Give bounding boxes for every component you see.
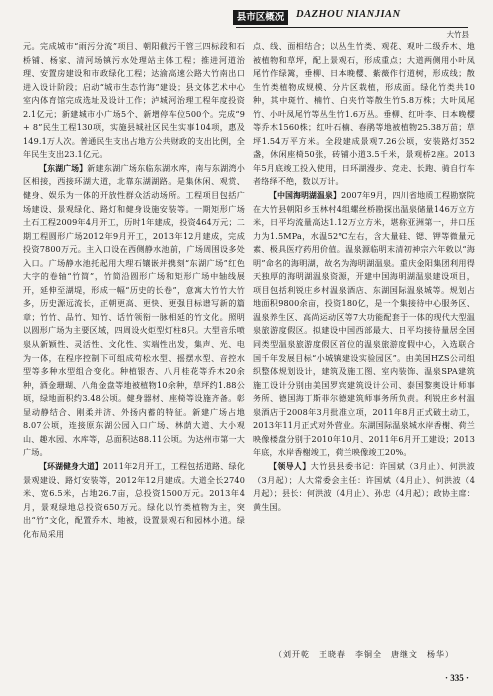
paragraph (253, 460, 475, 514)
county-label: 大竹县 (446, 30, 469, 39)
paragraph-body: 新建东湖广场东临东湖水库，南与东湖湾小区相接，西接环湖大道，北靠东湖湖路。是集休闲、观赏、健身、娱乐为一体的开放性群众活动场所。工程项目包括广场建设、景观绿化、路灯和健身设施安装等。一期矩形广场土石工程2009年4月开工，历时1年建成，投资464万元；二期工程圆形广场2012年9月开工，2013年12月建成，完成投资7800万元。主入口设在西侧静水池前，广场周围设多处入口。广场静水池托起用大理石镶嵌并携刻“东湖广场”红色大字的卷轴“竹简”，竹简沿圆形广场和矩形广场中轴线展开，延伸至湖堤，形成一幅“历史的长卷”，意寓大竹竹大竹多，历史源远流长，正朝更高、更快、更强目标谱写新的篇章；竹竹、品竹、知竹、话竹领衔一脉相延的竹文化。照明以圆形广场为主要区域，四周设火炬型灯柱8只。大型音乐喷泉从新颖性、灵活性、文化性、实端性出发，集声、光、电为一体，在程序控制下可组成苟松水型、摇摆水型、音控水型等多种水型组合变化。种植银杏、八月桂花等乔木20余种，酒金珊瑚、八角金盘等地被植物10余种，草坪约1.88公顷，绿地面积约3.48公顷。健身器材、座椅等设施齐备。彰显动静结合、刚柔并济、外扬内蓄的特征。新建广场占地8.07公顷，连接原东湖公园入口广场、林荫大道、大小观山、趣水园、水库等，总面积达88.11公顷。为达州市第一大广场。 (23, 162, 245, 458)
paragraph: 点、线、面相结合；以丛生竹类、观花、观叶二级乔木、地被植物和草坪，配上景观石，形成重点；大道两侧用小叶凤尾竹作绿篱，垂柳、日本晚樱、紫薇作行道树，形成线；散生竹类植物成规模、分片区栽植，形成面。绿化竹类共10种，其中斑竹、楠竹、白夹竹等散生竹5.8万株；大叶凤尾竹、小叶凤尾竹等丛生竹1.6万丛。垂柳、红叶李、日本晚樱等乔木1560株；红叶石楠、春鹃等地被植物25.38万苗；草坪1.54万平方米。全段建成景观7.26公顷，安装路灯352盏，休闲座椅50张，砖铺小道3.5千米，景观桥2座。2013年5月底竣工投入使用，日环湖漫步、竞走、长跑、骑自行车者络绎不绝，数以万计。 (253, 41, 475, 187)
right-column (253, 40, 475, 514)
paragraph: 元。完成城市“雨污分流”项目、朝阳截污干管三四标段和石桥铺、杨家、清河场镇污水处理站主体工程；推进河道治理、安置房建设和市政绿化工程；达渝高速公路大竹南出口进入设计阶段；启动“城市生态竹海”建设；县文体艺术中心室内体育馆完成选址及设计工作；泸城河治理工程年度投资2.1亿元；新建城市小广场5个、新增停车位500个。完成“9 + 8”民生工程130项，实施县城社区民生实事104项，惠及149.1万人次。普通民生支出占地方公共财政的支出比例，全年民生支出23.1亿元。 (23, 41, 245, 160)
paragraph-body: 2007年9月，四川省地质工程勘察院在大竹县朝阳乡玉林村4组螺丝桥勘探出温泉储量146万立方米，日平均流量高达1.12万立方米，堪称亚洲第一，井口压力为1.5MPa，水温52℃左右，含大量硅、锶、钾等微量元素、极具医疗药用价值。温泉源临明末清初神宗六年敕以“海明”命名的海明湖，故名为海明湖温泉。重庆金阳集团利用得天独厚的海明湖温泉资源，开建中国海明湖温泉建设项目，项目包括利锐庄乡村温泉酒店、东湖国际温泉城等。规划占地面积9800余亩，投资180亿，是一个集接待中心服务区、温泉养生区、高尚运动区等7大功能配套于一体的现代大型温泉旅游度假区。拟建设中国西部最大、日平均接待量居全国同类型温泉旅游度假区首位的温泉旅游度假中心，入选联合国千年发展目标“小城镇建设实验园区”。由美国HZS公司组织整体规划设计，建筑及施工图、室内装饰、温泉SPA建筑施工设计分别由美国罗宾建筑设计公司、泰国黎奥设计师事务所、德国海丁斯菲尔德建筑师事务所负责。利锐庄乡村温泉酒店于2008年3月批准立项，2011年8月正式破土动工，2013年11月正式对外营业。东湖国际温泉城水岸香榭、荷兰映像楼盘分别于2010年10月、2011年6月开工建设；2013年底，水岸香榭竣工，荷兰映像竣工20%。 (253, 190, 475, 458)
section-heading: 【中国海明湖温泉】 (269, 191, 341, 201)
paragraph (253, 189, 475, 460)
journal-name: DAZHOU NIANJIAN (296, 9, 401, 20)
section-heading: 【环湖健身大道】 (39, 461, 103, 471)
header-rule (236, 27, 468, 28)
paragraph-body: 大竹县县委书记：许国斌（3月止）、何洪波（3月起）；人大常委会主任：许国斌（4月止）、何洪波（4月起）；县长：何洪波（4月止）、孙忠（4月起）；政协主席：黄生国。 (253, 460, 476, 512)
section-heading: 【东湖广场】 (39, 163, 88, 173)
paragraph (23, 162, 245, 460)
section-heading: 【领导人】 (269, 461, 311, 471)
paragraph (23, 460, 245, 541)
left-column (23, 40, 245, 541)
page-header (0, 0, 493, 40)
paragraph-body: 2011年2月开工，工程包括道路、绿化景观建设、路灯安装等，2012年12月建成。大道全长2740米、宽6.5米，占地26.7亩，总投资1500万元。2013年4月，景观绿地总投资650万元。绿化以竹类植物为主，突出“竹”文化，配置乔木、地被，设置景观石和园林小道。绿化布局采用 (23, 460, 245, 539)
page-number: · 335 · (444, 673, 469, 683)
section-label: 县市区概况 (233, 10, 288, 25)
contributors-line: （刘开乾 王晓春 李铜全 唐继文 杨华） (274, 650, 454, 659)
